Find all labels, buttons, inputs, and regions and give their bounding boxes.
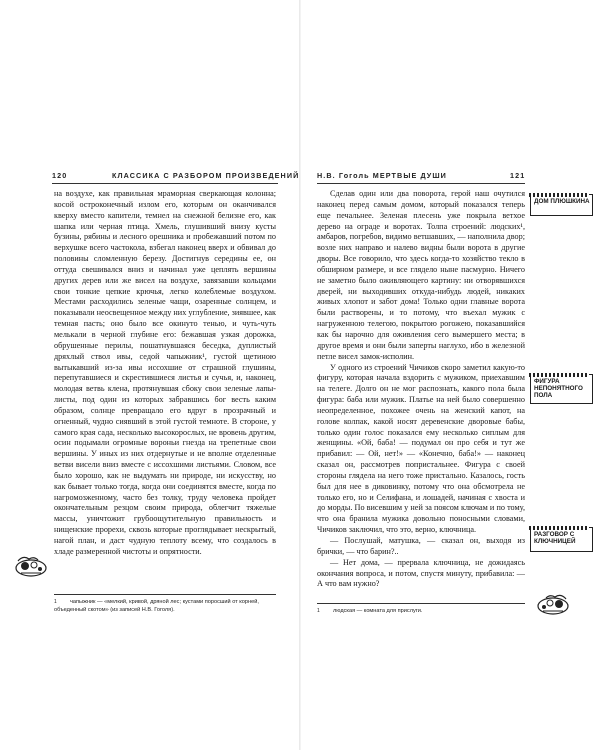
side-tag-figure: ФИГУРА НЕПОНЯТНОГО ПОЛА	[530, 374, 593, 404]
page-number-left: 120	[52, 171, 68, 180]
footnote-text: людская — комната для прислуги.	[333, 608, 423, 614]
footnote-right	[317, 607, 525, 615]
body-text-left	[54, 189, 276, 558]
side-tag-conversation: РАЗГОВОР С КЛЮЧНИЦЕЙ	[530, 527, 593, 552]
page-number-right: 121	[510, 171, 526, 180]
footnote-rule-right	[317, 603, 525, 604]
footnote-rule-left	[54, 594, 276, 595]
dialog-line: — Нет дома, — прервала ключница, не дожидаясь окончания вопроса, и потом, спустя минуту, прибавила: — А что вам нужно?	[317, 557, 525, 589]
footnote-marker: 1	[54, 599, 57, 605]
header-rule-right	[317, 183, 525, 184]
paragraph: Сделав один или два поворота, герой наш очутился наконец перед самым домом, который показался теперь еще печальнее. Зеленая плесень уже покрыла ветхое дерево на ограде и воротах. Толпа строений: людских¹, амбаров, погребов, видимо ветшавших, — наполнила двор; возле них направо и налево видны были ворота в другие дворы. Все говорило, что здесь когда-то хозяйство текло в обширном размере, и все глядело ныне пасмурно. Ничего не заметно было оживляющего картину: ни отворявшихся дверей, ни выходивших откуда-нибудь людей, никаких живых хлопот и забот дома! Только одни главные ворота были растворены, и то потому, что въехал мужик с нагруженною телегою, покрытою рогожею, показавшийся как бы нарочно для оживления сего вымершего места; в другое время и они были заперты наглухо, ибо в железной петле висел замок-исполин.	[317, 189, 525, 361]
running-title-right: Н.В. Гоголь МЕРТВЫЕ ДУШИ	[317, 171, 447, 180]
paragraph: У одного из строений Чичиков скоро заметил какую-то фигуру, которая начала вздорить с мужиком, приехавшим на телеге. Долго он не мог распознать, какого пола была фигура: баба или мужик. Платье на ней было совершенно неопределенное, похожее очень на женский капот, на голове колпак, какой носят деревенские дворовые бабы, только один голос показался ему несколько сиплым для женщины. «Ой, баба! — подумал он про себя и тут же прибавил: — Ой, нет!» — «Конечно, баба!» — наконец сказал он, рассмотрев попристальнее. Фигура с своей стороны глядела на него тоже пристально. Казалось, гость был для нее в диковинку, потому что она обсмотрела не только его, но и Селифана, и лошадей, начиная с хвоста и до морды. По висевшим у ней за поясом ключам и по тому, что она бранила мужика довольно поносными словами, Чичиков заключил, что это, верно, ключница.	[317, 362, 525, 535]
header-rule-left	[52, 183, 278, 184]
dialog-line: — Послушай, матушка, — сказал он, выходя из брички, — что барин?..	[317, 536, 525, 556]
running-title-left: КЛАССИКА С РАЗБОРОМ ПРОИЗВЕДЕНИЙ	[112, 171, 300, 180]
body-text-right	[317, 189, 525, 590]
footnote-text: чапыжник — «мелкий, кривой, дряной лес; кустами поросший от корней, объеденный скотом» (из записей Н.В. Гоголя).	[54, 599, 259, 614]
gogol-emblem-icon	[14, 555, 48, 577]
footnote-marker: 1	[317, 608, 320, 614]
side-tag-plyushkin-house: ДОМ ПЛЮШКИНА	[530, 194, 593, 216]
footnote-left	[54, 598, 272, 614]
paragraph: на воздухе, как правильная мраморная сверкающая колонна; косой остроконечный излом его, которым он оканчивался кверху вместо капители, темнел на снежной белизне его, как шапка или черная птица. Хмель, глушивший внизу кусты бузины, рябины и лесного орешника и пробежавший потом по верхушке всего частокола, взбегал наконец вверх и обвивал до половины сломленную березу. Достигнув середины ее, он оттуда свешивался вниз и начинал уже цеплять вершины других дерев или же висел на воздухе, завязавши кольцами свои тонкие цепкие крючья, легко колеблемые воздухом. Местами расходились зеленые чащи, озаренные солнцем, и показывали неосвещенное между них углубление, зиявшее, как темная пасть; оно было все окинуто тенью, и чуть-чуть мелькали в черной глубине его: бежавшая узкая дорожка, обрушенные перилы, пошатнувшаяся беседка, дуплистый дряхлый ствол ивы, седой чапыжник¹, густой щетиною вытыкавший из-за ивы иссохшие от страшной глушины, перепутавшиеся и скрестившиеся листья и сучья, и, наконец, молодая ветвь клена, протянувшая сбоку свои зеленые лапы-листы, под один из которых забравшись бог весть каким образом, солнце превращало его вдруг в прозрачный и огненный, чудно сиявший в этой густой темноте. В стороне, у самого края сада, несколько высокорослых, не вровень другим, осин подымали огромные вороньи гнезда на трепетные свои вершины. У иных из них отдернутые и не вполне отделенные ветви висели вниз вместе с иссохшими листьями. Словом, все было хорошо, как не выдумать ни природе, ни искусству, но как бывает только тогда, когда они соединятся вместе, когда по нагромозженному, часто без толку, труду человека пройдет окончательным резцом своим природа, облегчит тяжелые массы, уничтожит грубоощутительную правильность и нищенские прорехи, сквозь которые проглядывает нескрытый, нагой план, и даст чудную теплоту всему, что создалось в хладе размеренной чистоты и опрятности.	[54, 189, 276, 556]
gogol-emblem-icon	[536, 593, 570, 615]
